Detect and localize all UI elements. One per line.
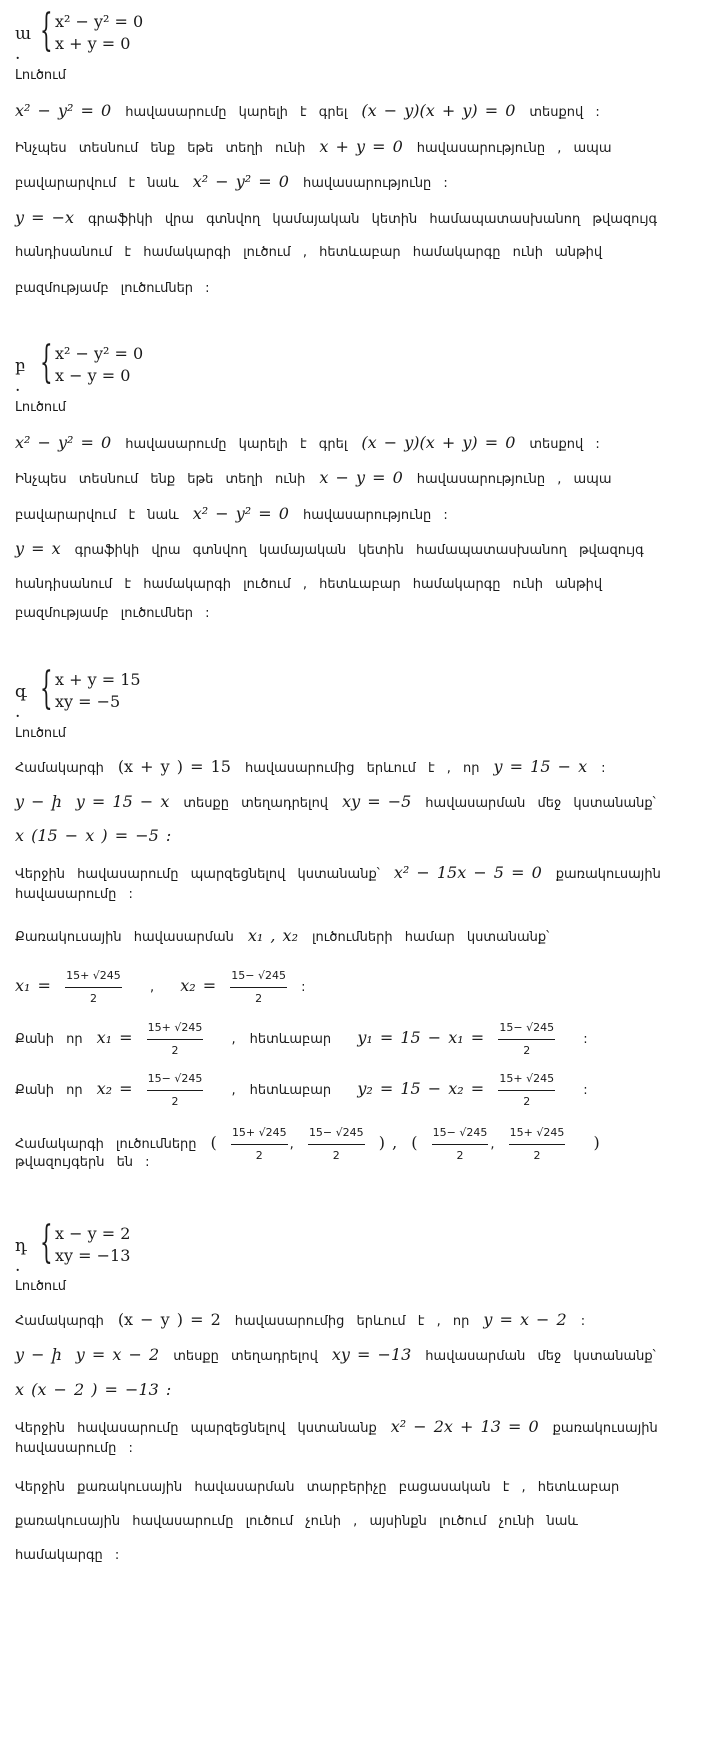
- system-eq1: x² − y² = 0: [55, 12, 144, 31]
- text-line: Քանի որ x₂ = $\frac{15- √245}{2}$ , հետևաբար y₂ = 15 − x₂ = $\frac{15+ √245}{2}$ :: [15, 1069, 588, 1112]
- fraction: $\frac{15- √245}{2}$: [147, 1069, 204, 1112]
- text-line: հանդիսանում է համակարգի լուծում , հետևաբար համակարգը ունի անթիվ: [15, 577, 603, 592]
- text-line: Ինչպես տեսնում ենք եթե տեղի ունի x + y = 0 հավասարությունը , ապա: [15, 137, 612, 156]
- fraction: $\frac{15+ √245}{2}$: [231, 1123, 288, 1166]
- text-line: x² − y² = 0 հավասարումը կարելի է գրել (x − y)(x + y) = 0 տեսքով :: [15, 433, 600, 452]
- text-line: համակարգը :: [15, 1548, 120, 1563]
- label-b: բ .: [15, 356, 26, 396]
- fraction: $\frac{15- √245}{2}$: [498, 1018, 555, 1061]
- label-a: ա .: [15, 24, 32, 64]
- fraction: $\frac{15+ √245}{2}$: [65, 966, 122, 1009]
- text-line: y − ի y = 15 − x տեսքը տեղադրելով xy = −5 հավասարման մեջ կստանանք՝: [15, 792, 656, 811]
- label-d: դ .: [15, 1236, 27, 1276]
- brace: {: [40, 1217, 53, 1268]
- brace: {: [40, 663, 53, 714]
- system-eq1: x + y = 15: [55, 670, 141, 689]
- fraction: $\frac{15- √245}{2}$: [230, 966, 287, 1009]
- text-line: Համակարգի լուծումները ( $\frac{15+ √245}{2}$ , $\frac{15- √245}{2}$ ) , ( $\frac{15- √245}{2}$ , $\frac{15+ √245}{2}$ ): [15, 1123, 600, 1166]
- text-line: Վերջին հավասարումը պարզեցնելով կստանանք՝ x² − 15x − 5 = 0 քառակուսային: [15, 863, 661, 882]
- text-line: Քանի որ x₁ = $\frac{15+ √245}{2}$ , հետևաբար y₁ = 15 − x₁ = $\frac{15- √245}{2}$ :: [15, 1018, 588, 1061]
- system-eq1: x² − y² = 0: [55, 344, 144, 363]
- text-line: x (15 − x ) = −5 :: [15, 826, 172, 845]
- fraction: $\frac{15+ √245}{2}$: [498, 1069, 555, 1112]
- solution-heading: Լուծում: [15, 1279, 67, 1294]
- text-line: բավարարվում է նաև x² − y² = 0 հավասարությունը :: [15, 172, 448, 191]
- fraction: $\frac{15- √245}{2}$: [308, 1123, 365, 1166]
- solution-heading: Լուծում: [15, 400, 67, 415]
- text-line: քառակուսային հավասարումը լուծում չունի , այսինքն լուծում չունի նաև: [15, 1514, 578, 1529]
- system-eq2: x − y = 0: [55, 366, 131, 385]
- text-line: թվազույգերն են :: [15, 1155, 150, 1170]
- text-line: Քառակուսային հավասարման x₁ , x₂ լուծումների համար կստանանք՝: [15, 926, 550, 945]
- label-c: գ .: [15, 682, 27, 722]
- text-line: x² − y² = 0 հավասարումը կարելի է գրել (x − y)(x + y) = 0 տեսքով :: [15, 101, 600, 120]
- text-line: բավարարվում է նաև x² − y² = 0 հավասարությունը :: [15, 504, 448, 523]
- text-line: բազմությամբ լուծումներ :: [15, 606, 210, 621]
- solution-heading: Լուծում: [15, 726, 67, 741]
- fraction: $\frac{15+ √245}{2}$: [509, 1123, 566, 1166]
- brace: {: [40, 5, 53, 56]
- system-eq1: x − y = 2: [55, 1224, 131, 1243]
- brace: {: [40, 337, 53, 388]
- solution-heading: Լուծում: [15, 68, 67, 83]
- text-line: Վերջին հավասարումը պարզեցնելով կստանանք x² − 2x + 13 = 0 քառակուսային: [15, 1417, 658, 1436]
- text-line: y = x գրաֆիկի վրա գտնվող կամայական կետին համապատասխանող թվազույգ: [15, 539, 644, 558]
- text-line: Համակարգի (x − y ) = 2 հավասարումից երևում է , որ y = x − 2 :: [15, 1310, 586, 1329]
- roots-line: x₁ = $\frac{15+ √245}{2}$ , x₂ = $\frac{15- √245}{2}$ :: [15, 966, 306, 1009]
- system-eq2: x + y = 0: [55, 34, 131, 53]
- text-line: x (x − 2 ) = −13 :: [15, 1380, 172, 1399]
- text-line: Համակարգի (x + y ) = 15 հավասարումից երևում է , որ y = 15 − x :: [15, 757, 606, 776]
- text-line: բազմությամբ լուծումներ :: [15, 281, 210, 296]
- fraction: $\frac{15+ √245}{2}$: [147, 1018, 204, 1061]
- system-eq2: xy = −13: [55, 1246, 131, 1265]
- text-line: հավասարումը :: [15, 887, 133, 902]
- text-line: y − ի y = x − 2 տեսքը տեղադրելով xy = −13 հավասարման մեջ կստանանք՝: [15, 1345, 656, 1364]
- fraction: $\frac{15- √245}{2}$: [432, 1123, 489, 1166]
- text-line: Վերջին քառակուսային հավասարման տարբերիչը բացասական է , հետևաբար: [15, 1480, 620, 1495]
- text-line: y = −x գրաֆիկի վրա գտնվող կամայական կետին համապատասխանող թվազույգ: [15, 208, 658, 227]
- text-line: Ինչպես տեսնում ենք եթե տեղի ունի x − y = 0 հավասարությունը , ապա: [15, 468, 612, 487]
- system-eq2: xy = −5: [55, 692, 121, 711]
- text-line: հավասարումը :: [15, 1441, 133, 1456]
- text-line: հանդիսանում է համակարգի լուծում , հետևաբար համակարգը ունի անթիվ: [15, 245, 603, 260]
